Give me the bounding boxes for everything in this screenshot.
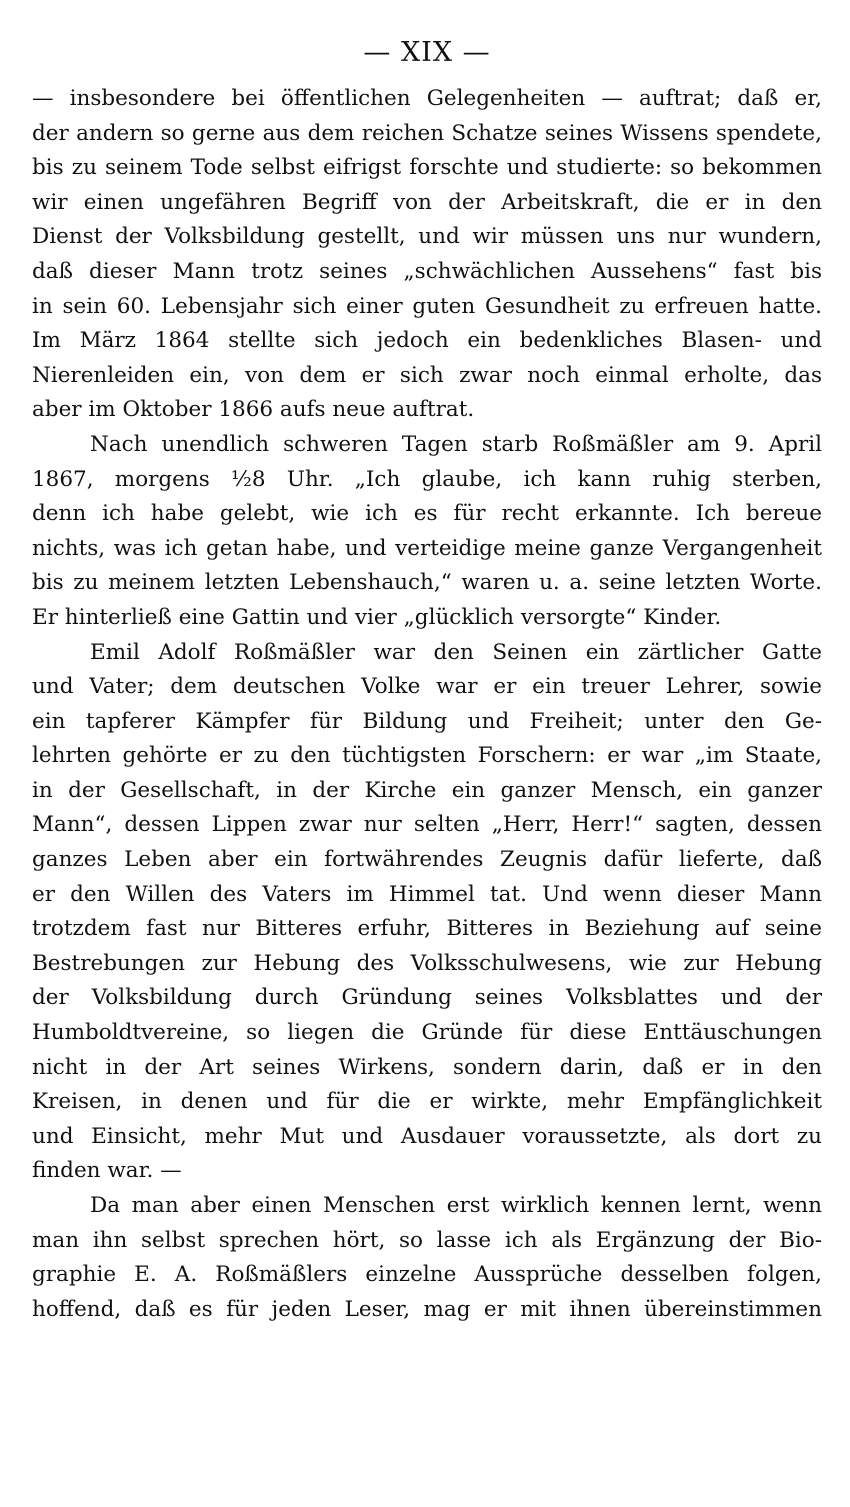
text-line: der Volksbildung durch Gründung seines Volksblattes und der [32,985,822,1011]
text-line: ganzes Leben aber ein fortwährendes Zeugnis dafür lieferte, daß [32,847,822,873]
paragraph [32,428,822,636]
text-line: denn ich habe gelebt, wie ich es für recht erkannte. Ich bereue [32,501,822,527]
text-line: Humboldtvereine, so liegen die Gründe für diese Enttäuschungen [32,1020,822,1046]
paragraph [32,82,822,428]
text-line: wir einen ungefähren Begriff von der Arbeitskraft, die er in den [32,189,822,215]
text-line: Er hinterließ eine Gattin und vier „glücklich versorgte“ Kinder. [32,604,722,630]
text-line: und Einsicht, mehr Mut und Ausdauer voraussetzte, als dort zu [32,1123,822,1149]
text-line: er den Willen des Vaters im Himmel tat. Und wenn dieser Mann [32,881,822,907]
text-line: bis zu seinem Tode selbst eifrigst forschte und studierte: so bekommen [32,155,822,181]
body-text [32,82,822,1327]
paragraph [32,636,822,1190]
text-line: Emil Adolf Roßmäßler war den Seinen ein zärtlicher Gatte [90,639,822,665]
text-line: Nach unendlich schweren Tagen starb Roßmäßler am 9. April [90,431,822,457]
text-line: Im März 1864 stellte sich jedoch ein bedenkliches Blasen- und [32,328,822,354]
text-line: Dienst der Volksbildung gestellt, und wir müssen uns nur wundern, [32,224,822,250]
text-line: nichts, was ich getan habe, und verteidige meine ganze Vergangenheit [32,535,822,561]
text-line: Nierenleiden ein, von dem er sich zwar noch einmal erholte, das [32,362,822,388]
text-line: Da man aber einen Menschen erst wirklich kennen lernt, wenn [90,1193,822,1218]
text-line: ein tapferer Kämpfer für Bildung und Freiheit; unter den Ge- [32,708,822,734]
text-line: der andern so gerne aus dem reichen Schatze seines Wissens spendete, [32,120,822,146]
text-line: nicht in der Art seines Wirkens, sondern darin, daß er in den [32,1054,822,1080]
text-line: in der Gesellschaft, in der Kirche ein ganzer Mensch, ein ganzer [32,777,822,803]
text-line: daß dieser Mann trotz seines „schwächlichen Aussehens“ fast bis [32,258,822,284]
text-line: Kreisen, in denen und für die er wirkte, mehr Empfänglichkeit [32,1089,822,1115]
text-line: finden war. — [32,1158,182,1184]
text-line: bis zu meinem letzten Lebenshauch,“ waren u. a. seine letzten Worte. [32,570,822,596]
text-line: aber im Oktober 1866 aufs neue auftrat. [32,397,475,423]
text-line: man ihn selbst sprechen hört, so lasse ich als Ergänzung der Bio- [32,1227,822,1253]
text-line: in sein 60. Lebensjahr sich einer guten Gesundheit zu erfreuen hatte. [32,293,822,319]
text-line: Mann“, dessen Lippen zwar nur selten „Herr, Herr!“ sagten, dessen [32,812,822,838]
text-line: lehrten gehörte er zu den tüchtigsten Forschern: er war „im Staate, [32,743,822,769]
text-line: trotzdem fast nur Bitteres erfuhr, Bitteres in Beziehung auf seine [32,916,822,942]
text-line: 1867, morgens ½8 Uhr. „Ich glaube, ich kann ruhig sterben, [32,466,822,492]
page-number-header: — XIX — [363,37,491,68]
text-line: graphie E. A. Roßmäßlers einzelne Aussprüche desselben folgen, [32,1262,822,1288]
text-line: Bestrebungen zur Hebung des Volksschulwesens, wie zur Hebung [32,950,822,976]
text-line: und Vater; dem deutschen Volke war er ein treuer Lehrer, sowie [32,674,822,700]
text-line: — insbesondere bei öffentlichen Gelegenheiten — auftrat; daß er, [32,86,822,111]
paragraph [32,1189,822,1327]
text-line: hoffend, daß es für jeden Leser, mag er mit ihnen übereinstimmen [32,1296,822,1322]
